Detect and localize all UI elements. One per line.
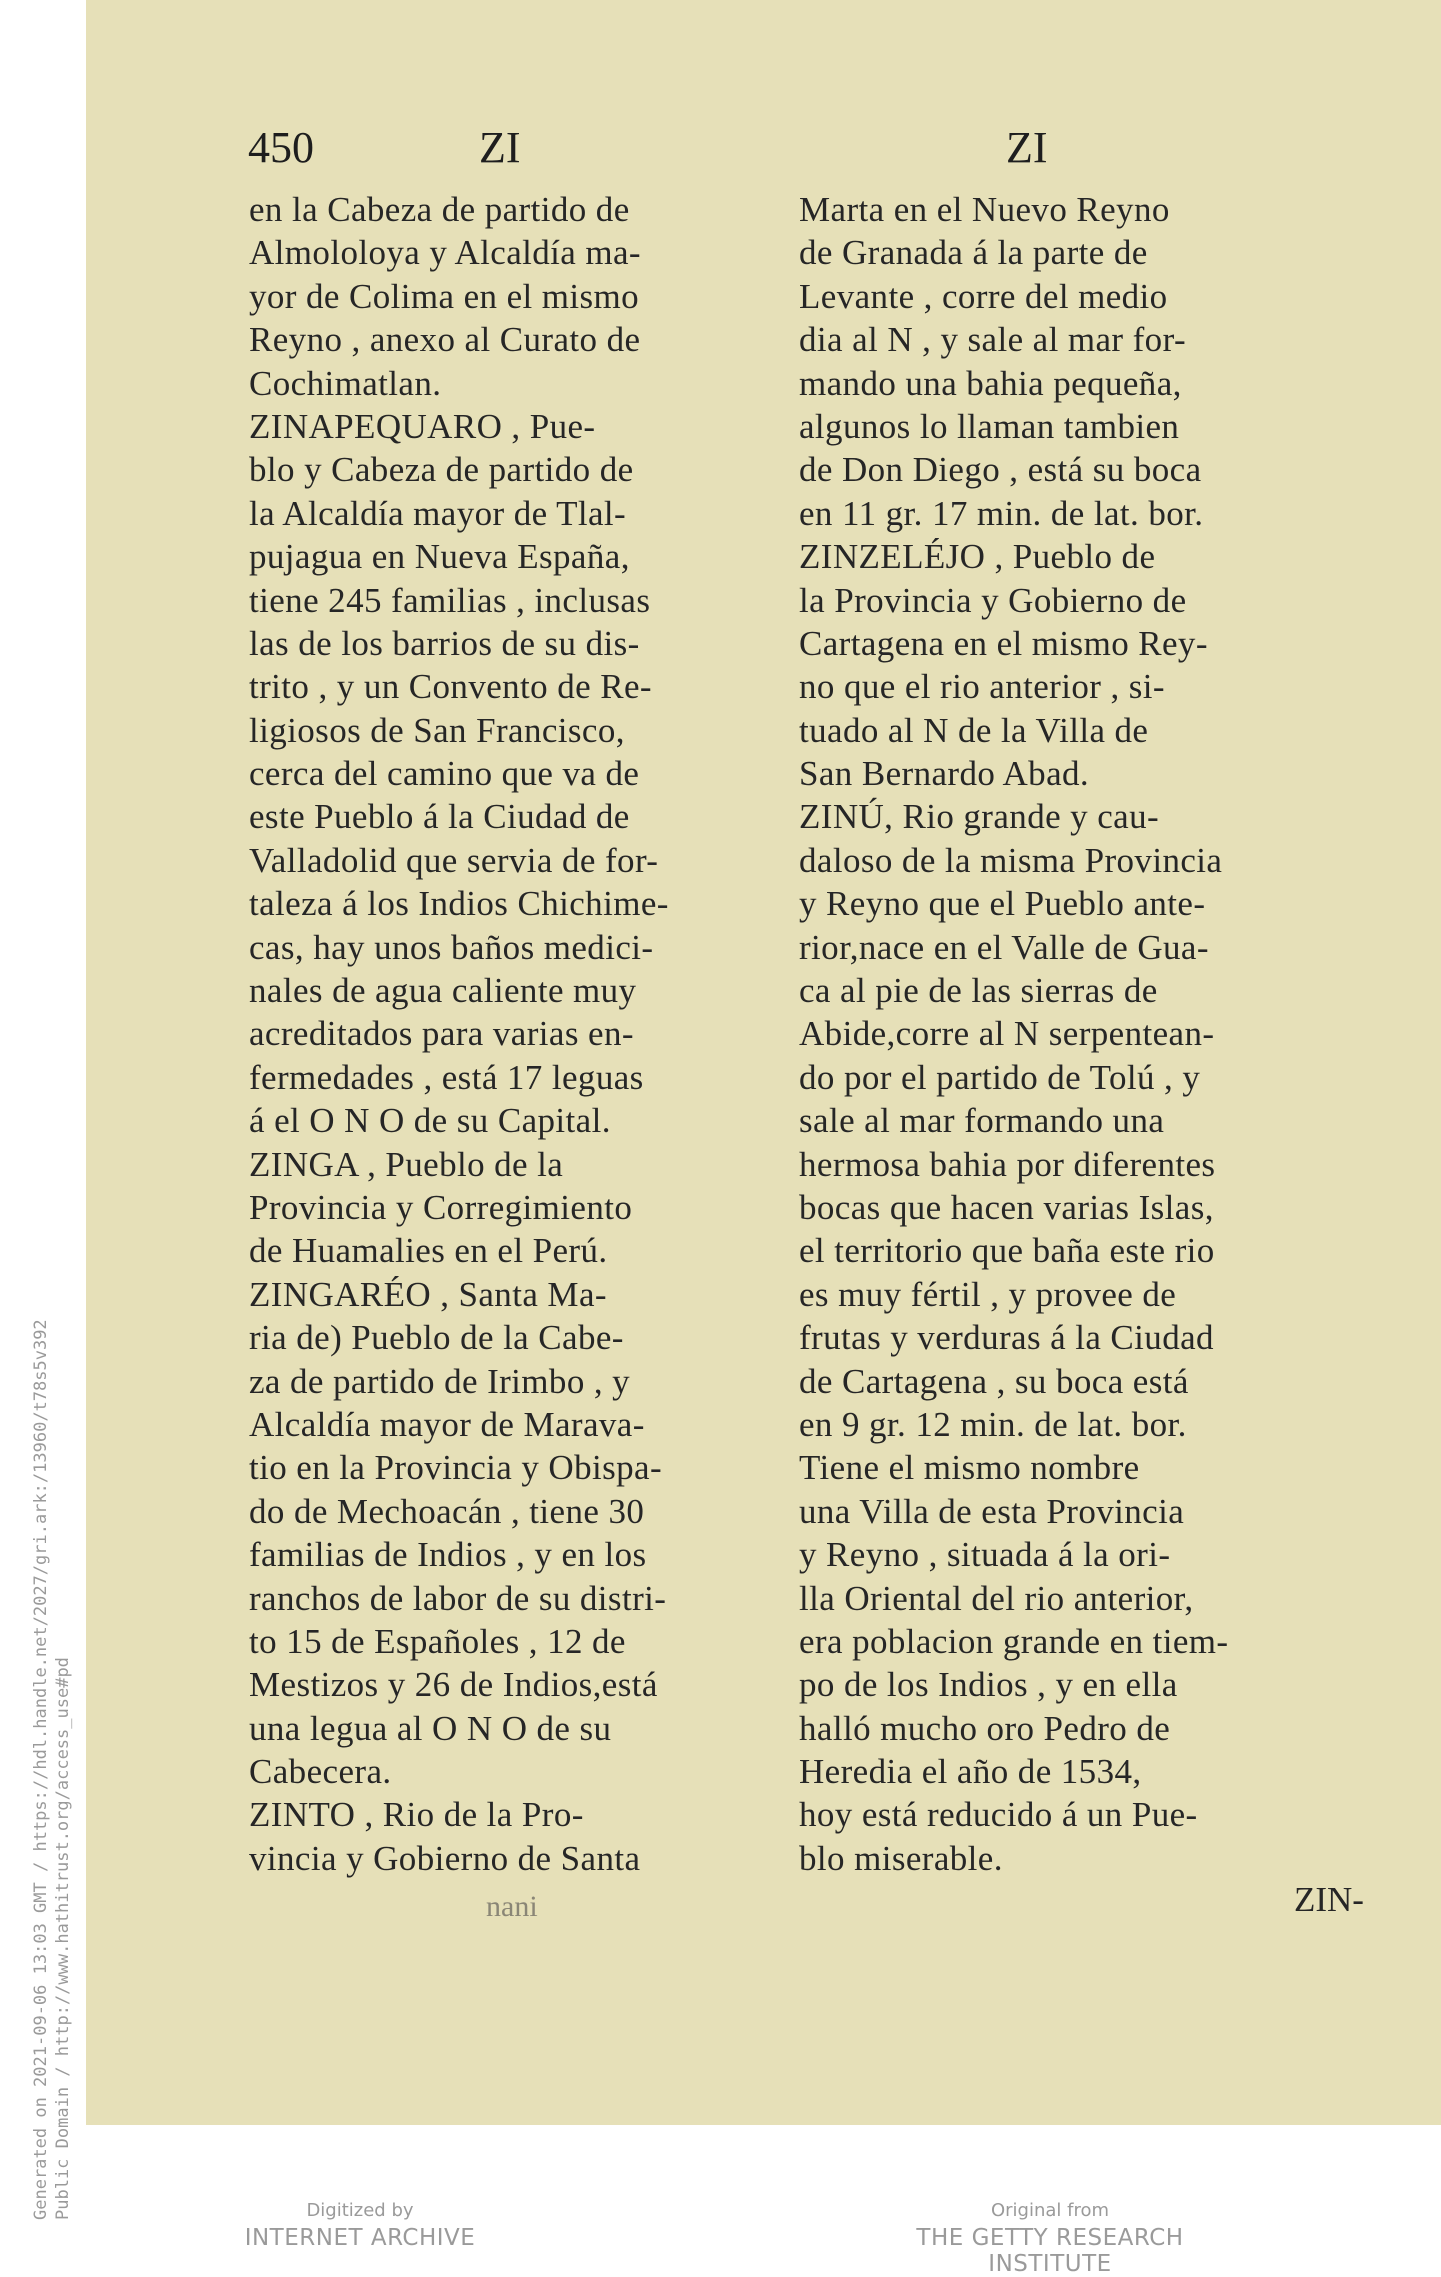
text-line: la Provincia y Gobierno de — [799, 580, 1187, 620]
catchword-left: nani — [486, 1890, 538, 1923]
text-line: Provincia y Corregimiento — [249, 1187, 633, 1227]
text-line: pujagua en Nueva España, — [249, 537, 630, 577]
text-line: tuado al N de la Villa de — [799, 710, 1149, 750]
text-line: taleza á los Indios Chichime- — [249, 884, 669, 924]
text-line: trito , y un Convento de Re- — [249, 667, 652, 707]
text-line: Reyno , anexo al Curato de — [249, 320, 641, 360]
text-line: bocas que hacen varias Islas, — [799, 1187, 1214, 1227]
text-line: tio en la Provincia y Obispa- — [249, 1448, 663, 1488]
text-line: no que el rio anterior , si- — [799, 667, 1165, 707]
text-line: el territorio que baña este rio — [799, 1231, 1215, 1271]
text-line: Levante , corre del medio — [799, 276, 1168, 316]
footer-right — [860, 2200, 1240, 2277]
left-running-head: ZI — [479, 123, 521, 172]
text-line: Alcaldía mayor de Marava- — [249, 1404, 645, 1444]
text-line: Valladolid que servia de for- — [249, 840, 659, 880]
text-line: en 11 gr. 17 min. de lat. bor. — [799, 493, 1204, 533]
text-line: daloso de la misma Provincia — [799, 840, 1223, 880]
rights-note: Public Domain / http://www.hathitrust.org/access_use#pd — [53, 1657, 73, 2220]
text-line: fermedades , está 17 leguas — [249, 1057, 644, 1097]
text-line: rior,nace en el Valle de Gua- — [799, 927, 1209, 967]
text-line: á el O N O de su Capital. — [249, 1101, 611, 1141]
text-line: ZINAPEQUARO , Pue- — [249, 406, 596, 446]
text-line: es muy fértil , y provee de — [799, 1274, 1177, 1314]
text-line: ZINTO , Rio de la Pro- — [249, 1795, 584, 1835]
digitized-by-label: Digitized by — [306, 2200, 414, 2221]
text-line: do de Mechoacán , tiene 30 — [249, 1491, 645, 1531]
text-line: de Granada á la parte de — [799, 233, 1148, 273]
right-text-column — [799, 188, 1319, 1880]
text-line: ZINGARÉO , Santa Ma- — [249, 1274, 607, 1314]
text-line: de Cartagena , su boca está — [799, 1361, 1189, 1401]
text-line: Cartagena en el mismo Rey- — [799, 623, 1208, 663]
text-line: era poblacion grande en tiem- — [799, 1621, 1229, 1661]
text-line: mando una bahia pequeña, — [799, 363, 1182, 403]
text-line: Abide,corre al N serpentean- — [799, 1014, 1215, 1054]
catchword: ZIN- — [1294, 1880, 1364, 1919]
text-line: blo miserable. — [799, 1838, 1003, 1878]
generated-note: Generated on 2021-09-06 13:03 GMT / https://hdl.handle.net/2027/gri.ark:/13960/t78s5v392 — [31, 1319, 51, 2220]
text-line: ZINÚ, Rio grande y cau- — [799, 797, 1160, 837]
text-line: Tiene el mismo nombre — [799, 1448, 1140, 1488]
text-line: yor de Colima en el mismo — [249, 276, 640, 316]
text-line: en la Cabeza de partido de — [249, 190, 630, 229]
text-line: vincia y Gobierno de Santa — [249, 1838, 641, 1878]
text-line: ZINZELÉJO , Pueblo de — [799, 537, 1156, 577]
text-line: halló mucho oro Pedro de — [799, 1708, 1171, 1748]
text-line: algunos lo llaman tambien — [799, 406, 1180, 446]
text-line: ZINGA , Pueblo de la — [249, 1144, 564, 1184]
text-line: ligiosos de San Francisco, — [249, 710, 625, 750]
internet-archive-label: INTERNET ARCHIVE — [244, 2225, 476, 2251]
text-line: y Reyno , situada á la ori- — [799, 1535, 1171, 1575]
original-from-label: Original from — [990, 2200, 1110, 2221]
text-line: sale al mar formando una — [799, 1101, 1165, 1141]
text-line: do por el partido de Tolú , y — [799, 1057, 1201, 1097]
text-line: Cabecera. — [249, 1752, 392, 1792]
text-line: Heredia el año de 1534, — [799, 1752, 1142, 1792]
text-line: de Huamalies en el Perú. — [249, 1231, 608, 1271]
text-line: ria de) Pueblo de la Cabe- — [249, 1318, 624, 1358]
hathitrust-watermark — [0, 1100, 73, 2220]
text-line: to 15 de Españoles , 12 de — [249, 1621, 626, 1661]
text-line: blo y Cabeza de partido de — [249, 450, 634, 490]
text-line: las de los barrios de su dis- — [249, 623, 640, 663]
text-line: San Bernardo Abad. — [799, 754, 1090, 794]
text-line: acreditados para varias en- — [249, 1014, 634, 1054]
book-page — [86, 0, 1441, 2125]
text-line: za de partido de Irimbo , y — [249, 1361, 631, 1401]
text-line: Almololoya y Alcaldía ma- — [249, 233, 641, 273]
text-line: dia al N , y sale al mar for- — [799, 320, 1186, 360]
text-line: ca al pie de las sierras de — [799, 971, 1158, 1011]
text-line: una Villa de esta Provincia — [799, 1491, 1185, 1531]
text-line: lla Oriental del rio anterior, — [799, 1578, 1194, 1618]
text-line: hoy está reducido á un Pue- — [799, 1795, 1198, 1835]
text-line: la Alcaldía mayor de Tlal- — [249, 493, 627, 533]
text-line: y Reyno que el Pueblo ante- — [799, 884, 1206, 924]
text-line: po de los Indios , y en ella — [799, 1665, 1178, 1705]
text-line: este Pueblo á la Ciudad de — [249, 797, 630, 837]
text-line: en 9 gr. 12 min. de lat. bor. — [799, 1404, 1187, 1444]
text-line: tiene 245 familias , inclusas — [249, 580, 651, 620]
getty-institute-label: THE GETTY RESEARCH INSTITUTE — [916, 2225, 1184, 2277]
text-line: nales de agua caliente muy — [249, 971, 637, 1011]
text-line: Marta en el Nuevo Reyno — [799, 190, 1170, 229]
text-line: Cochimatlan. — [249, 363, 442, 403]
text-line: hermosa bahia por diferentes — [799, 1144, 1216, 1184]
text-line: de Don Diego , está su boca — [799, 450, 1202, 490]
text-line: cas, hay unos baños medici- — [249, 927, 654, 967]
text-line: familias de Indios , y en los — [249, 1535, 647, 1575]
page-number: 450 — [248, 123, 314, 172]
text-line: ranchos de labor de su distri- — [249, 1578, 667, 1618]
right-running-head: ZI — [1006, 123, 1048, 172]
left-text-column — [249, 188, 769, 1880]
footer-left — [240, 2200, 480, 2251]
text-line: cerca del camino que va de — [249, 754, 640, 794]
text-line: una legua al O N O de su — [249, 1708, 612, 1748]
text-line: frutas y verduras á la Ciudad — [799, 1318, 1214, 1358]
text-line: Mestizos y 26 de Indios,está — [249, 1665, 658, 1705]
